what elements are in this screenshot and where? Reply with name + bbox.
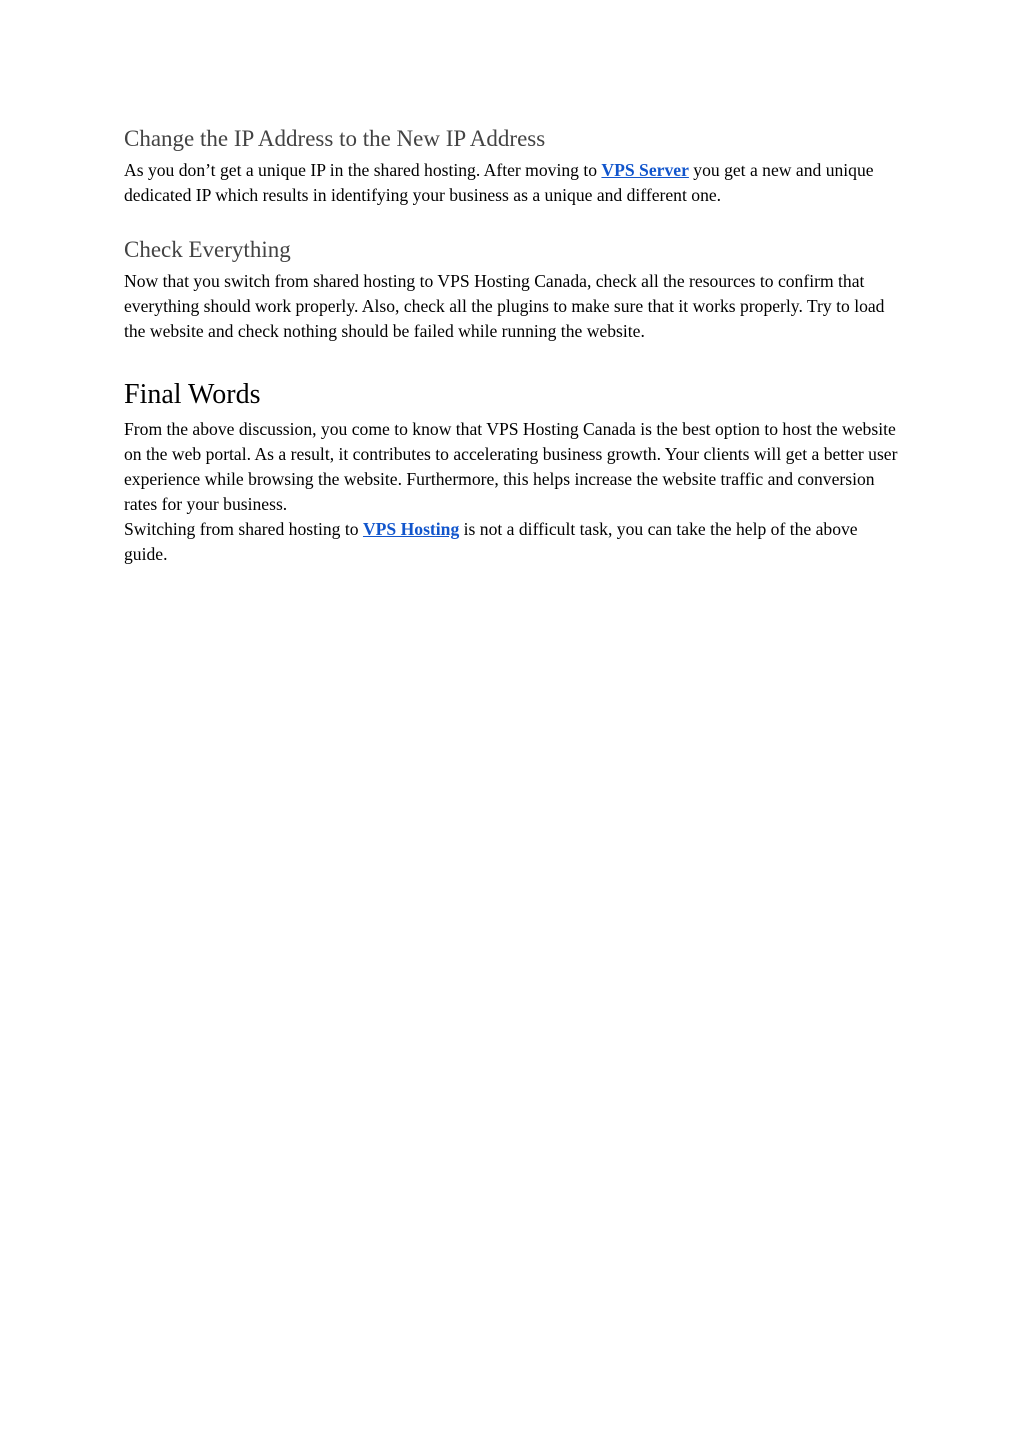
paragraph-final-words-1: From the above discussion, you come to know that VPS Hosting Canada is the best option to host the website on the web portal. As a result, it contributes to accelerating business growth. Your clients will get a better user experience while browsing the website. Furthermore, this helps increase the website traffic and conversion rates for your business. xyxy=(124,419,898,514)
heading-change-ip: Change the IP Address to the New IP Address xyxy=(124,126,546,151)
section-final-words xyxy=(124,377,904,567)
section-change-ip xyxy=(124,124,904,208)
paragraph-change-ip xyxy=(124,158,904,208)
paragraph-final-words-2 xyxy=(124,517,904,567)
vps-server-link[interactable]: VPS Server xyxy=(601,160,689,180)
vps-hosting-link[interactable]: VPS Hosting xyxy=(362,519,460,539)
paragraph-text: is not a difficult task, you can take the help of the above guide. xyxy=(124,519,858,564)
heading-final-words: Final Words xyxy=(124,379,261,410)
paragraph-text: As you don’t get a unique IP in the shared hosting. After moving to xyxy=(124,160,602,180)
document-page xyxy=(124,124,904,567)
heading-check-everything: Check Everything xyxy=(124,237,291,262)
section-check-everything xyxy=(124,235,904,344)
paragraph-text: Switching from shared hosting to xyxy=(124,519,363,539)
paragraph-check-everything: Now that you switch from shared hosting to VPS Hosting Canada, check all the resources to confirm that everything should work properly. Also, check all the plugins to make sure that it works properly. Try to load the website and check nothing should be failed while running the website. xyxy=(124,271,885,341)
paragraph-text: you get a new and unique dedicated IP which results in identifying your business as a unique and different one. xyxy=(124,160,874,205)
